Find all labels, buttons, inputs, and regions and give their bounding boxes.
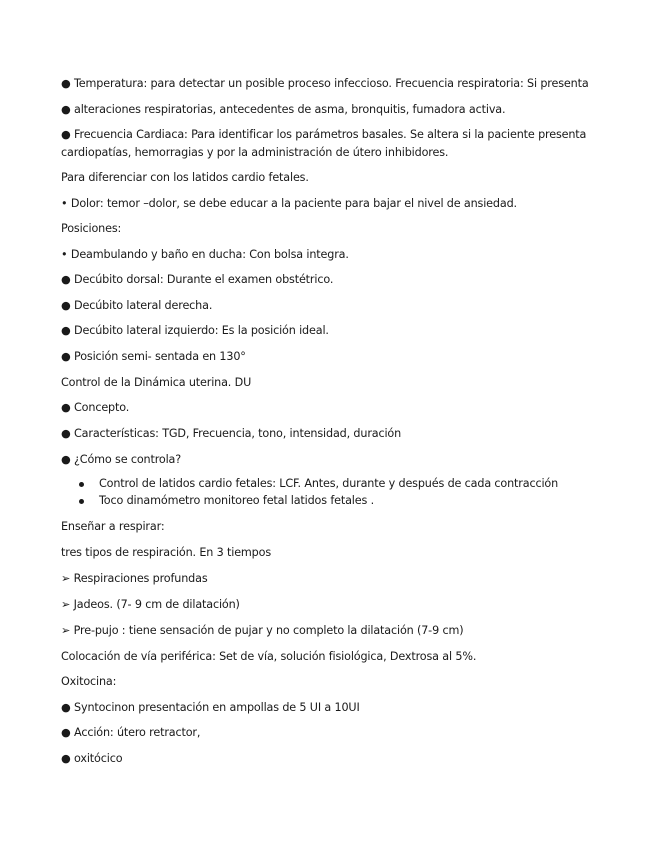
- section-heading: Enseñar a respirar:: [61, 520, 165, 533]
- text-line: ● Decúbito lateral derecha.: [61, 299, 213, 312]
- text-line: ● Syntocinon presentación en ampollas de 5 UI a 10UI: [61, 701, 360, 714]
- section-heading: Oxitocina:: [61, 675, 117, 688]
- text-line: ● Características: TGD, Frecuencia, tono, intensidad, duración: [61, 427, 402, 440]
- text-line: ● Temperatura: para detectar un posible proceso infeccioso. Frecuencia respiratoria: Si presenta: [61, 77, 589, 90]
- sub-list-text: Control de latidos cardio fetales: LCF. Antes, durante y después de cada contracción: [99, 477, 559, 490]
- text-line: ● oxitócico: [61, 752, 123, 765]
- text-line: ● Posición semi- sentada en 130°: [61, 350, 246, 363]
- text-line: ● Decúbito lateral izquierdo: Es la posición ideal.: [61, 324, 329, 337]
- bullet-icon: [79, 499, 84, 504]
- text-line: ● ¿Cómo se controla?: [61, 453, 182, 466]
- text-line: tres tipos de respiración. En 3 tiempos: [61, 546, 272, 559]
- bullet-icon: [79, 482, 84, 487]
- text-line: Colocación de vía periférica: Set de vía, solución fisiológica, Dextrosa al 5%.: [61, 650, 477, 663]
- text-line: ● alteraciones respiratorias, antecedentes de asma, bronquitis, fumadora activa.: [61, 103, 506, 116]
- sub-list-text: Toco dinamómetro monitoreo fetal latidos fetales .: [99, 494, 374, 507]
- text-line: ➢ Pre-pujo : tiene sensación de pujar y no completo la dilatación (7-9 cm): [61, 624, 464, 637]
- text-line: ➢ Jadeos. (7- 9 cm de dilatación): [61, 598, 240, 611]
- text-line: ● Decúbito dorsal: Durante el examen obstétrico.: [61, 273, 334, 286]
- text-line: • Deambulando y baño en ducha: Con bolsa integra.: [61, 248, 349, 261]
- text-line: ➢ Respiraciones profundas: [61, 572, 208, 585]
- text-line: ● Acción: útero retractor,: [61, 726, 201, 739]
- text-paragraph: ● Frecuencia Cardiaca: Para identificar los parámetros basales. Se altera si la paciente presenta cardiopatías, hemorragias y por la administración de útero inhibidores.: [61, 128, 587, 159]
- section-heading: Posiciones:: [61, 222, 122, 235]
- text-line: ● Concepto.: [61, 401, 130, 414]
- section-heading: Control de la Dinámica uterina. DU: [61, 376, 252, 389]
- text-line: • Dolor: temor –dolor, se debe educar a la paciente para bajar el nivel de ansiedad.: [61, 197, 517, 210]
- text-line: Para diferenciar con los latidos cardio fetales.: [61, 171, 309, 184]
